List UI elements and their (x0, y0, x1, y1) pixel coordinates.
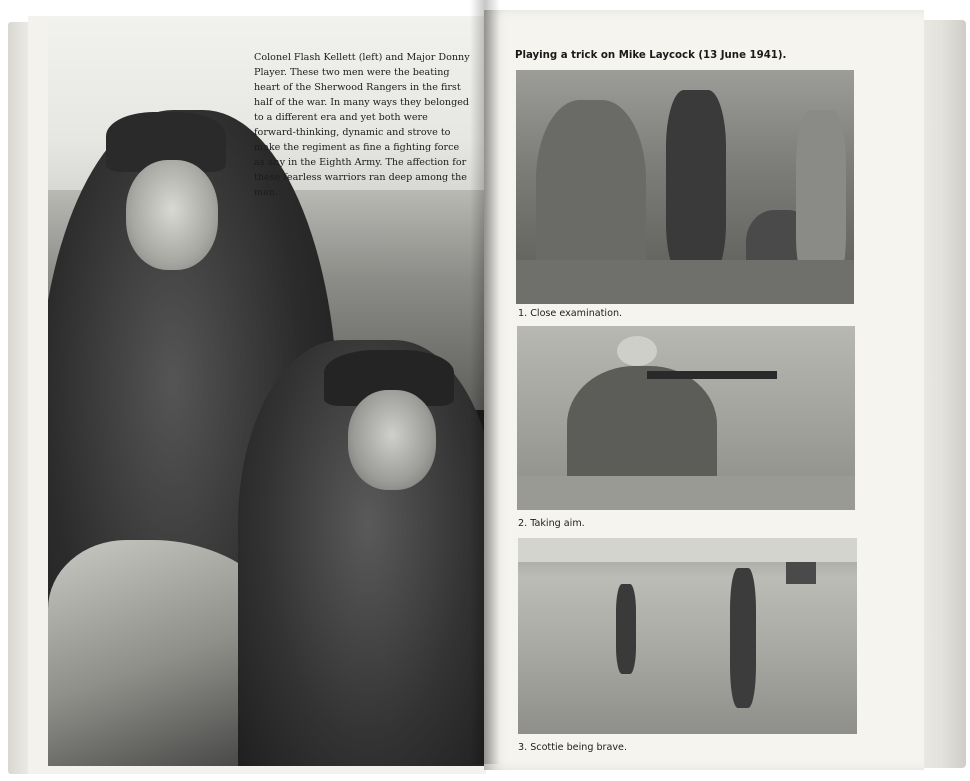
left-photo-caption: Colonel Flash Kellett (left) and Major Donny Player. These two men were the beating heart of the Sherwood Rangers in the first half of the war. In many ways they belonged to a different era and yet both were forward-thinking, dynamic and strove to make the regiment as fine a fighting force as any in the Eighth Army. The affection for these fearless warriors ran deep among the men. (254, 52, 470, 198)
photo-taking-aim (517, 326, 855, 510)
colonel-face (126, 160, 218, 270)
caption-3: 3. Scottie being brave. (518, 742, 627, 753)
caption-1: 1. Close examination. (518, 308, 623, 319)
photo-close-examination (516, 70, 854, 304)
photo-scottie-being-brave (518, 538, 857, 734)
caption-2: 2. Taking aim. (518, 518, 585, 529)
right-page-title: Playing a trick on Mike Laycock (13 June 1941). (515, 50, 787, 61)
major-face (348, 390, 436, 490)
